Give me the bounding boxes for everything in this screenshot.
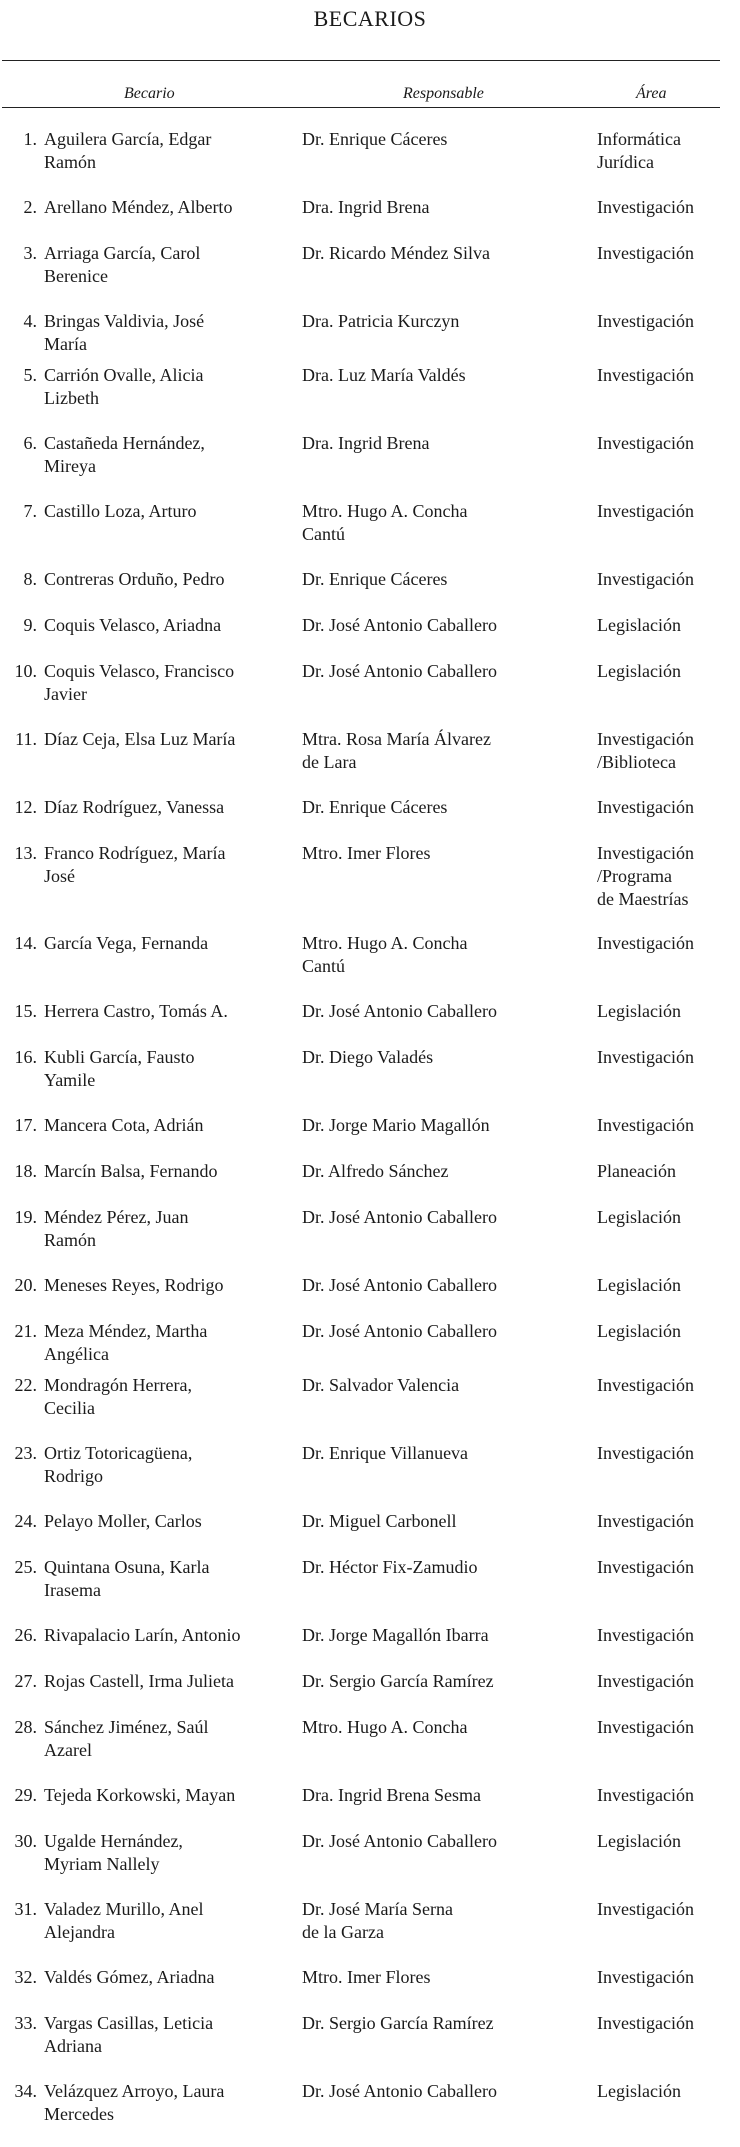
area-name-line: /Biblioteca [597, 752, 676, 772]
becario-name-line: Pelayo Moller, Carlos [44, 1511, 202, 1531]
responsable-name [302, 796, 592, 819]
responsable-name [302, 1898, 592, 1944]
row-number: 29. [14, 1785, 37, 1805]
becario-name-line: Rivapalacio Larín, Antonio [44, 1625, 241, 1645]
becario-name-line: Herrera Castro, Tomás A. [44, 1001, 228, 1021]
area-name-line: Investigación [597, 1557, 694, 1577]
becario-name-line: Berenice [44, 266, 108, 286]
becario-name-line: Coquis Velasco, Francisco [44, 661, 235, 681]
area-name [597, 1966, 737, 1989]
row-number: 5. [23, 365, 37, 385]
responsable-name [302, 1046, 592, 1069]
becario-name-line: Quintana Osuna, Karla [44, 1557, 210, 1577]
becario-name-line: Tejeda Korkowski, Mayan [44, 1785, 236, 1805]
becario-name [44, 1206, 294, 1252]
area-name-line: Legislación [597, 1001, 681, 1021]
row-number: 13. [14, 843, 37, 863]
area-name-line: Jurídica [597, 152, 654, 172]
area-name-line: Investigación [597, 1899, 694, 1919]
responsable-name-line: de la Garza [302, 1922, 384, 1942]
becario-name [44, 1966, 294, 1989]
responsable-name [302, 568, 592, 591]
area-name [597, 1784, 737, 1807]
area-name-line: Legislación [597, 1831, 681, 1851]
becario-name-line: Javier [44, 684, 87, 704]
row-number: 26. [14, 1625, 37, 1645]
responsable-name-line: Dra. Luz María Valdés [302, 365, 466, 385]
row-number: 18. [14, 1161, 37, 1181]
responsable-name-line: Dr. Enrique Cáceres [302, 569, 448, 589]
becario-name-line: Díaz Ceja, Elsa Luz María [44, 729, 236, 749]
area-name-line: Investigación [597, 501, 694, 521]
responsable-name [302, 842, 592, 865]
row-number: 21. [14, 1321, 37, 1341]
area-name [597, 242, 737, 265]
column-header-becario: Becario [124, 85, 175, 102]
responsable-name-line: Dr. José Antonio Caballero [302, 2081, 497, 2101]
becario-name [44, 660, 294, 706]
responsable-name [302, 1670, 592, 1693]
area-name-line: Legislación [597, 2081, 681, 2101]
area-name [597, 128, 737, 174]
becario-name-line: Ortiz Totoricagüena, [44, 1443, 193, 1463]
area-name [597, 568, 737, 591]
row-number: 30. [14, 1831, 37, 1851]
becario-name [44, 1624, 294, 1647]
becario-name-line: Bringas Valdivia, José [44, 311, 205, 331]
area-name-line: Investigación [597, 569, 694, 589]
row-number: 7. [23, 501, 37, 521]
responsable-name [302, 128, 592, 151]
area-name-line: Investigación [597, 1443, 694, 1463]
area-name-line: Investigación [597, 1047, 694, 1067]
responsable-name-line: Dr. José Antonio Caballero [302, 1001, 497, 1021]
responsable-name-line: Dr. José Antonio Caballero [302, 1275, 497, 1295]
responsable-name [302, 1966, 592, 1989]
responsable-name-line: Dra. Patricia Kurczyn [302, 311, 460, 331]
responsable-name-line: Dr. Sergio García Ramírez [302, 1671, 494, 1691]
responsable-name [302, 1274, 592, 1297]
area-name [597, 1830, 737, 1853]
becario-name-line: Lizbeth [44, 388, 99, 408]
responsable-name-line: Dr. Sergio García Ramírez [302, 2013, 494, 2033]
becario-name-line: Yamile [44, 1070, 96, 1090]
becario-name [44, 1556, 294, 1602]
responsable-name-line: Dra. Ingrid Brena [302, 433, 430, 453]
becario-name-line: Coquis Velasco, Ariadna [44, 615, 222, 635]
area-name-line: Investigación [597, 1625, 694, 1645]
responsable-name-line: Dr. Jorge Magallón Ibarra [302, 1625, 489, 1645]
responsable-name [302, 2080, 592, 2103]
area-name [597, 310, 737, 333]
area-name [597, 1000, 737, 1023]
area-name [597, 932, 737, 955]
responsable-name-line: Dr. Miguel Carbonell [302, 1511, 457, 1531]
area-name-line: Investigación [597, 243, 694, 263]
row-number: 32. [14, 1967, 37, 1987]
area-name-line: Investigación [597, 197, 694, 217]
becario-name [44, 1274, 294, 1297]
becario-name-line: Adriana [44, 2036, 102, 2056]
responsable-name [302, 1000, 592, 1023]
becario-name [44, 2012, 294, 2058]
area-name-line: Investigación [597, 311, 694, 331]
row-number: 31. [14, 1899, 37, 1919]
becario-name-line: Velázquez Arroyo, Laura [44, 2081, 225, 2101]
becario-name-line: Castillo Loza, Arturo [44, 501, 197, 521]
responsable-name [302, 1114, 592, 1137]
becario-name [44, 1784, 294, 1807]
area-name [597, 1624, 737, 1647]
becario-name [44, 500, 294, 523]
becario-name [44, 364, 294, 410]
becario-name-line: Ramón [44, 152, 96, 172]
responsable-name-line: Mtro. Imer Flores [302, 843, 431, 863]
area-name-line: Informática [597, 129, 681, 149]
responsable-name-line: Cantú [302, 956, 345, 976]
area-name-line: Investigación [597, 2013, 694, 2033]
area-name-line: Investigación [597, 933, 694, 953]
area-name-line: Investigación [597, 1967, 694, 1987]
area-name [597, 1556, 737, 1579]
row-number: 27. [14, 1671, 37, 1691]
becario-name-line: Arriaga García, Carol [44, 243, 201, 263]
responsable-name [302, 310, 592, 333]
responsable-name-line: Dr. José María Serna [302, 1899, 453, 1919]
row-number: 19. [14, 1207, 37, 1227]
responsable-name-line: Dr. Enrique Cáceres [302, 129, 448, 149]
becario-name-line: García Vega, Fernanda [44, 933, 209, 953]
area-name [597, 1320, 737, 1343]
becario-name [44, 614, 294, 637]
responsable-name-line: Mtro. Hugo A. Concha [302, 501, 468, 521]
becario-name-line: Contreras Orduño, Pedro [44, 569, 225, 589]
responsable-name [302, 432, 592, 455]
area-name [597, 614, 737, 637]
becario-name-line: Díaz Rodríguez, Vanessa [44, 797, 225, 817]
column-header-responsable: Responsable [403, 85, 484, 102]
row-number: 20. [14, 1275, 37, 1295]
becario-name [44, 1898, 294, 1944]
area-name-line: Investigación [597, 1671, 694, 1691]
row-number: 28. [14, 1717, 37, 1737]
area-name-line: Legislación [597, 661, 681, 681]
page-title: BECARIOS [313, 6, 427, 31]
row-number: 4. [23, 311, 37, 331]
becario-name [44, 1160, 294, 1183]
becario-name [44, 196, 294, 219]
becario-name [44, 432, 294, 478]
becario-name-line: Mireya [44, 456, 96, 476]
becario-name [44, 796, 294, 819]
responsable-name-line: Mtro. Imer Flores [302, 1967, 431, 1987]
responsable-name-line: Dr. Salvador Valencia [302, 1375, 460, 1395]
row-number: 15. [14, 1001, 37, 1021]
becario-name-line: Kubli García, Fausto [44, 1047, 195, 1067]
area-name-line: Investigación [597, 1511, 694, 1531]
becario-name [44, 568, 294, 591]
area-name [597, 1114, 737, 1137]
area-name-line: Investigación [597, 365, 694, 385]
becario-name-line: Marcín Balsa, Fernando [44, 1161, 218, 1181]
responsable-name-line: de Lara [302, 752, 357, 772]
area-name-line: Legislación [597, 1275, 681, 1295]
becario-name-line: Valadez Murillo, Anel [44, 1899, 204, 1919]
responsable-name [302, 932, 592, 978]
becario-name [44, 1000, 294, 1023]
area-name-line: Legislación [597, 1321, 681, 1341]
row-number: 16. [14, 1047, 37, 1067]
becario-name-line: Azarel [44, 1740, 92, 1760]
becario-name-line: María [44, 334, 87, 354]
becario-name [44, 728, 294, 751]
area-name [597, 842, 737, 911]
area-name [597, 1670, 737, 1693]
responsable-name-line: Dr. José Antonio Caballero [302, 1831, 497, 1851]
responsable-name-line: Dr. Héctor Fix-Zamudio [302, 1557, 478, 1577]
becario-name-line: Aguilera García, Edgar [44, 129, 212, 149]
becario-name [44, 2080, 294, 2126]
area-name-line: Investigación [597, 1717, 694, 1737]
responsable-name-line: Dr. Ricardo Méndez Silva [302, 243, 490, 263]
becario-name [44, 310, 294, 356]
area-name-line: de Maestrías [597, 889, 689, 909]
responsable-name [302, 728, 592, 774]
area-name [597, 432, 737, 455]
area-name [597, 1716, 737, 1739]
responsable-name [302, 242, 592, 265]
becario-name [44, 1830, 294, 1876]
responsable-name [302, 1716, 592, 1739]
area-name [597, 2012, 737, 2035]
responsable-name-line: Dr. Diego Valadés [302, 1047, 434, 1067]
becario-name [44, 128, 294, 174]
area-name [597, 1206, 737, 1229]
responsable-name [302, 1624, 592, 1647]
becario-name-line: Sánchez Jiménez, Saúl [44, 1717, 209, 1737]
becario-name-line: Rojas Castell, Irma Julieta [44, 1671, 234, 1691]
area-name [597, 2080, 737, 2103]
responsable-name [302, 1160, 592, 1183]
responsable-name-line: Dr. Jorge Mario Magallón [302, 1115, 490, 1135]
area-name [597, 1898, 737, 1921]
responsable-name-line: Mtro. Hugo A. Concha [302, 933, 468, 953]
becario-name-line: Meneses Reyes, Rodrigo [44, 1275, 224, 1295]
becario-name-line: Meza Méndez, Martha [44, 1321, 208, 1341]
area-name [597, 1274, 737, 1297]
becario-name-line: Castañeda Hernández, [44, 433, 205, 453]
becario-name [44, 1442, 294, 1488]
responsable-name-line: Dr. Alfredo Sánchez [302, 1161, 449, 1181]
becario-name-line: Carrión Ovalle, Alicia [44, 365, 204, 385]
responsable-name [302, 1320, 592, 1343]
becario-name-line: Angélica [44, 1344, 109, 1364]
area-name-line: Investigación [597, 1375, 694, 1395]
becario-name [44, 842, 294, 888]
responsable-name-line: Cantú [302, 524, 345, 544]
row-number: 23. [14, 1443, 37, 1463]
area-name-line: Legislación [597, 1207, 681, 1227]
area-name [597, 728, 737, 774]
responsable-name [302, 660, 592, 683]
area-name [597, 1046, 737, 1069]
row-number: 24. [14, 1511, 37, 1531]
area-name-line: Planeación [597, 1161, 676, 1181]
becario-name-line: Valdés Gómez, Ariadna [44, 1967, 215, 1987]
row-number: 12. [14, 797, 37, 817]
area-name [597, 1160, 737, 1183]
becario-name [44, 932, 294, 955]
row-number: 11. [15, 729, 37, 749]
row-number: 22. [14, 1375, 37, 1395]
becario-name-line: Rodrigo [44, 1466, 104, 1486]
row-number: 14. [14, 933, 37, 953]
responsable-name-line: Dr. Enrique Cáceres [302, 797, 448, 817]
area-name-line: Legislación [597, 615, 681, 635]
area-name-line: Investigación [597, 1115, 694, 1135]
area-name [597, 796, 737, 819]
responsable-name-line: Dra. Ingrid Brena Sesma [302, 1785, 481, 1805]
becario-name [44, 1510, 294, 1533]
area-name [597, 1374, 737, 1397]
becario-name-line: Mercedes [44, 2104, 114, 2124]
becario-name [44, 1670, 294, 1693]
responsable-name [302, 2012, 592, 2035]
area-name-line: Investigación [597, 729, 694, 749]
becario-name-line: Ugalde Hernández, [44, 1831, 183, 1851]
becario-name-line: Vargas Casillas, Leticia [44, 2013, 214, 2033]
responsable-name [302, 1510, 592, 1533]
column-header-area: Área [636, 85, 667, 102]
row-number: 10. [14, 661, 37, 681]
becario-name-line: Myriam Nallely [44, 1854, 160, 1874]
area-name-line: Investigación [597, 433, 694, 453]
becario-name [44, 242, 294, 288]
becario-name-line: Méndez Pérez, Juan [44, 1207, 189, 1227]
becario-name-line: Alejandra [44, 1922, 115, 1942]
responsable-name-line: Dr. José Antonio Caballero [302, 661, 497, 681]
row-number: 9. [23, 615, 37, 635]
becario-name [44, 1114, 294, 1137]
row-number: 25. [14, 1557, 37, 1577]
responsable-name [302, 364, 592, 387]
becario-name-line: Irasema [44, 1580, 101, 1600]
responsable-name-line: Dr. José Antonio Caballero [302, 1207, 497, 1227]
area-name [597, 500, 737, 523]
becario-name-line: Cecilia [44, 1398, 95, 1418]
responsable-name [302, 1374, 592, 1397]
row-number: 2. [23, 197, 37, 217]
responsable-name-line: Mtra. Rosa María Álvarez [302, 729, 491, 749]
area-name-line: Investigación [597, 797, 694, 817]
becario-name [44, 1374, 294, 1420]
responsable-name [302, 1830, 592, 1853]
responsable-name [302, 614, 592, 637]
area-name-line: Investigación [597, 843, 694, 863]
responsable-name [302, 1206, 592, 1229]
becario-name-line: Franco Rodríguez, María [44, 843, 226, 863]
becario-name [44, 1716, 294, 1762]
becario-name-line: Ramón [44, 1230, 96, 1250]
area-name-line: Investigación [597, 1785, 694, 1805]
responsable-name-line: Dr. José Antonio Caballero [302, 1321, 497, 1341]
responsable-name [302, 500, 592, 546]
becario-name-line: José [44, 866, 75, 886]
area-name [597, 1510, 737, 1533]
area-name [597, 660, 737, 683]
area-name-line: /Programa [597, 866, 672, 886]
becario-name-line: Mondragón Herrera, [44, 1375, 192, 1395]
row-number: 1. [23, 129, 37, 149]
row-number: 34. [14, 2081, 37, 2101]
row-number: 8. [23, 569, 37, 589]
row-number: 33. [14, 2013, 37, 2033]
becario-name [44, 1046, 294, 1092]
responsable-name-line: Dr. Enrique Villanueva [302, 1443, 469, 1463]
row-number: 6. [23, 433, 37, 453]
responsable-name-line: Dra. Ingrid Brena [302, 197, 430, 217]
area-name [597, 1442, 737, 1465]
row-number: 3. [23, 243, 37, 263]
becario-name-line: Mancera Cota, Adrián [44, 1115, 204, 1135]
responsable-name-line: Dr. José Antonio Caballero [302, 615, 497, 635]
responsable-name-line: Mtro. Hugo A. Concha [302, 1717, 468, 1737]
becario-name [44, 1320, 294, 1366]
row-number: 17. [14, 1115, 37, 1135]
area-name [597, 196, 737, 219]
responsable-name [302, 1442, 592, 1465]
responsable-name [302, 196, 592, 219]
area-name [597, 364, 737, 387]
becario-name-line: Arellano Méndez, Alberto [44, 197, 233, 217]
responsable-name [302, 1784, 592, 1807]
responsable-name [302, 1556, 592, 1579]
